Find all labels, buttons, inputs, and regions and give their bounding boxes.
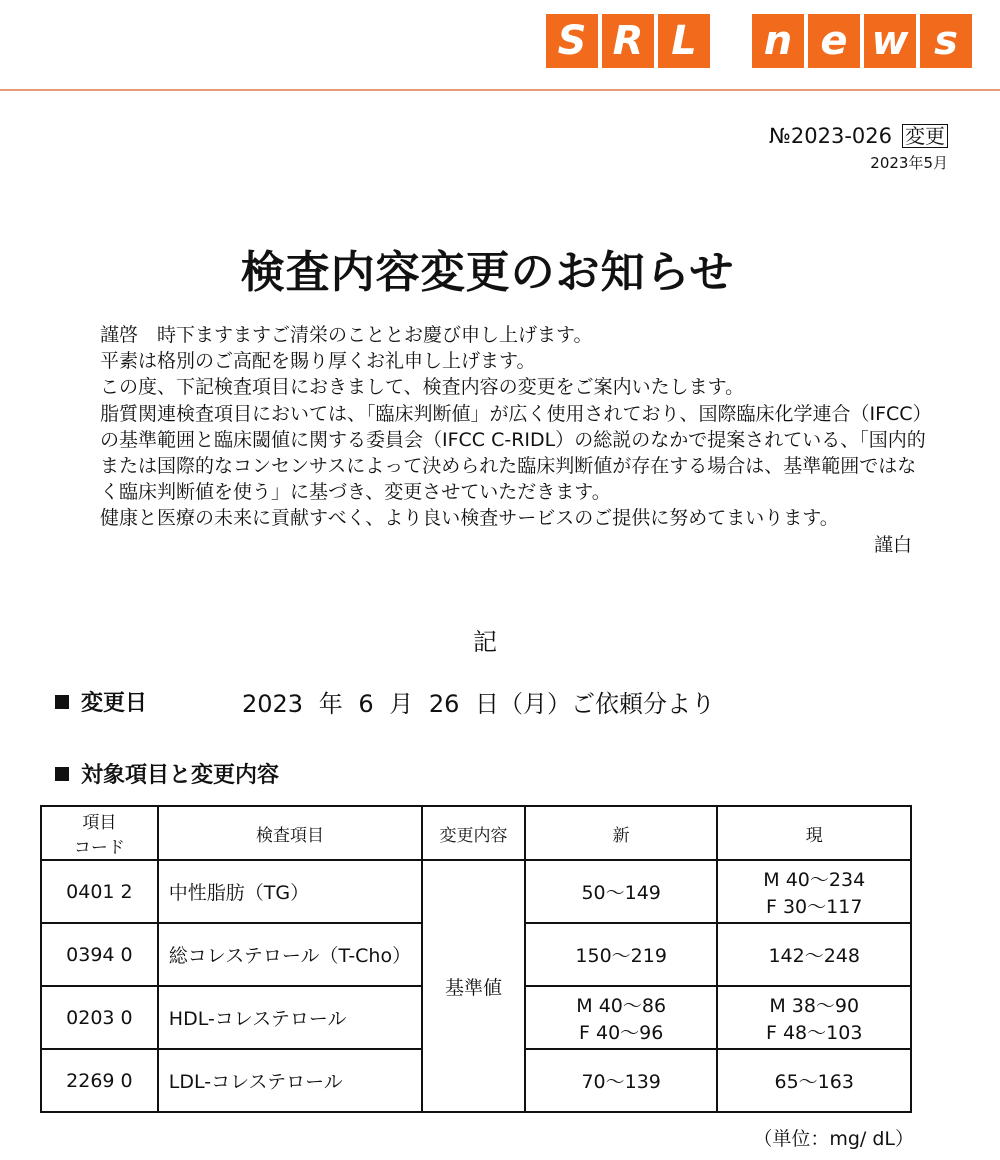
closing-word: 謹白: [873, 533, 912, 556]
header-code-line2: コード: [73, 838, 125, 858]
letter-body: [100, 322, 930, 558]
document-number: №2023-026: [769, 124, 892, 148]
logo-tile: e: [808, 14, 860, 68]
document-number-line: [769, 124, 948, 148]
header-code: [41, 806, 158, 860]
logo-tile: S: [546, 14, 598, 68]
cell-current-line2: F 30～117: [766, 895, 863, 918]
body-line: 平素は格別のご高配を賜り厚くお礼申し上げます。: [100, 350, 536, 373]
logo-tile: s: [920, 14, 972, 68]
change-table: [40, 805, 912, 1113]
header-current: 現: [717, 806, 911, 860]
logo-tile: w: [864, 14, 916, 68]
cell-new-line1: 70～139: [581, 1071, 661, 1093]
table-row: [41, 860, 911, 923]
cell-code: 0203 0: [41, 986, 158, 1049]
logo-word-srl: [546, 14, 710, 68]
header-divider: [0, 89, 1000, 91]
header-change: 変更内容: [422, 806, 525, 860]
header-item: 検査項目: [158, 806, 422, 860]
body-line: 健康と医療の未来に貢献すべく、より良い検査サービスのご提供に努めてまいります。: [100, 507, 839, 530]
document-date: 2023年5月: [870, 154, 948, 172]
cell-current-line1: 65～163: [774, 1071, 854, 1093]
cell-new: [525, 923, 718, 986]
cell-item: LDL-コレステロール: [158, 1049, 422, 1112]
logo-tile: L: [658, 14, 710, 68]
cell-item: 総コレステロール（T-Cho）: [158, 923, 422, 986]
cell-code: 0394 0: [41, 923, 158, 986]
body-line: 謹啓 時下ますますご清栄のこととお慶び申し上げます。: [100, 324, 593, 346]
change-date-label: 変更日: [81, 691, 148, 716]
cell-current: [717, 986, 911, 1049]
square-bullet-icon: [55, 695, 69, 709]
cell-current-line2: F 48～103: [766, 1021, 863, 1044]
logo-tile: n: [752, 14, 804, 68]
target-heading: [55, 758, 279, 789]
cell-current: [717, 860, 911, 923]
page-title: 検査内容変更のお知らせ: [240, 247, 735, 298]
header-new: 新: [525, 806, 718, 860]
document-meta: [769, 124, 948, 173]
cell-item: HDL-コレステロール: [158, 986, 422, 1049]
cell-new: [525, 986, 718, 1049]
change-date-heading: [55, 686, 147, 717]
unit-note: （単位：mg/ dL）: [753, 1128, 914, 1150]
target-heading-label: 対象項目と変更内容: [81, 763, 280, 788]
cell-change-type: 基準値: [422, 860, 525, 1112]
cell-new-line1: M 40～86: [576, 994, 667, 1017]
header-code-line1: 項目: [82, 813, 117, 833]
body-line: 脂質関連検査項目においては、「臨床判断値」が広く使用されており、国際臨床化学連合（IFCC）の基準範囲と臨床閾値に関する委員会（IFCC C-RIDL）の総説のなかで提案されている、「国内的または国際的なコンセンサスによって決められた臨床判断値が存在する場合は、基準範囲ではなく臨床判断値を使う」に基づき、変更させていただきます。: [100, 402, 926, 504]
change-date-text: 2023 年 6 月 26 日（月）ご依頼分より: [242, 690, 716, 718]
cell-current-line1: M 40～234: [763, 868, 866, 891]
change-badge: 変更: [902, 124, 948, 148]
cell-code: 2269 0: [41, 1049, 158, 1112]
square-bullet-icon: [55, 767, 69, 781]
cell-item: 中性脂肪（TG）: [158, 860, 422, 923]
cell-new-line1: 50～149: [581, 882, 661, 904]
cell-current-line1: 142～248: [768, 945, 860, 967]
table-header-row: [41, 806, 911, 860]
logo-tile: R: [602, 14, 654, 68]
logo-word-news: [752, 14, 972, 68]
body-line: この度、下記検査項目におきまして、検査内容の変更をご案内いたします。: [100, 376, 745, 399]
cell-new: [525, 1049, 718, 1112]
cell-current: [717, 1049, 911, 1112]
srl-news-logo: [546, 14, 972, 68]
cell-code: 0401 2: [41, 860, 158, 923]
ki-heading: 記: [473, 628, 497, 656]
cell-current: [717, 923, 911, 986]
cell-new: [525, 860, 718, 923]
cell-new-line2: F 40～96: [579, 1021, 664, 1044]
cell-new-line1: 150～219: [575, 945, 667, 967]
cell-current-line1: M 38～90: [769, 994, 860, 1017]
